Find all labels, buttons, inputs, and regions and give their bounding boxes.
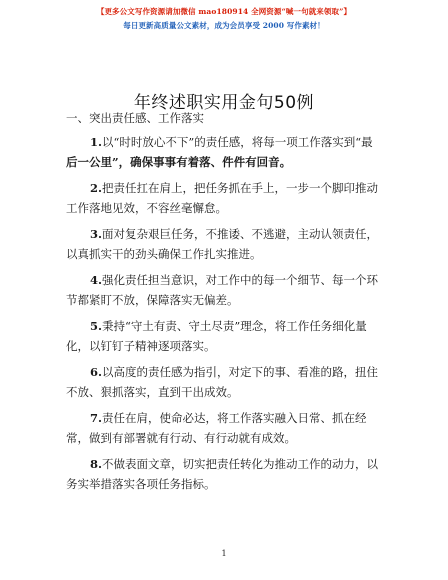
paragraph-line (66, 270, 396, 290)
promo-banner-line2: 每日更新高质量公文素材，成为会员享受 2000 写作素材！ (123, 21, 325, 30)
item-number: 4. (90, 273, 103, 287)
paragraph-8 (66, 454, 396, 494)
item-number: 6. (90, 365, 103, 379)
promo-banner-line1: 【更多公文写作资源请加微信 mao180914 全网资源“喊一句就来领取”】 (96, 7, 352, 16)
emphasis-text: ，确保事事有着落、件件有回音。 (118, 155, 292, 169)
paragraph-text: 节都紧盯不放，保障落实无偏差。 (66, 293, 239, 307)
paragraph-line (66, 316, 396, 336)
paragraph-text: 常，做到有部署就有行动、有行动就有成效。 (66, 431, 296, 445)
paragraph-7 (66, 408, 396, 448)
emphasis-text: 后一公里” (66, 155, 119, 169)
paragraph-6 (66, 362, 396, 402)
paragraph-text: 务实举措落实各项任务指标。 (66, 477, 216, 491)
paragraph-1 (66, 132, 396, 172)
paragraph-text: 强化责任担当意识，对工作中的每一个细节、每一个环 (102, 273, 379, 287)
paragraph-4 (66, 270, 396, 310)
paragraph-text: 不做表面文章，切实把责任转化为推动工作的动力，以 (102, 457, 379, 471)
paragraph-line (66, 454, 396, 474)
paragraph-text: 把责任扛在肩上，把任务抓在手上，一步一个脚印推动 (102, 181, 379, 195)
document-title: 年终述职实用金句50例 (133, 93, 315, 113)
paragraph-text: 工作落地见效，不容丝毫懈怠。 (66, 201, 227, 215)
paragraph-text: 化，以钉钉子精神逐项落实。 (66, 339, 216, 353)
paragraph-line (66, 178, 396, 198)
paragraph-text: 以高度的责任感为指引，对定下的事、看准的路，扭住 (102, 365, 379, 379)
paragraph-text: 以“时时放心不下”的责任感，将每一项工作落实到“最 (102, 135, 373, 149)
paragraph-3 (66, 224, 396, 264)
item-number: 3. (90, 227, 103, 241)
paragraph-line (66, 408, 396, 428)
paragraph-line (66, 224, 396, 244)
item-number: 8. (90, 457, 103, 471)
paragraph-5 (66, 316, 396, 356)
paragraph-line (66, 132, 396, 152)
item-number: 7. (90, 411, 103, 425)
paragraph-text: 责任在肩，使命必达，将工作落实融入日常、抓在经 (102, 411, 367, 425)
paragraph-line (66, 152, 396, 172)
item-number: 2. (90, 181, 103, 195)
paragraph-2 (66, 178, 396, 218)
paragraph-text: 以真抓实干的劲头确保工作扎实推进。 (66, 247, 262, 261)
item-number: 1. (90, 135, 103, 149)
paragraph-text: 面对复杂艰巨任务，不推诿、不逃避，主动认领责任， (102, 227, 379, 241)
item-number: 5. (90, 319, 103, 333)
paragraph-text: 秉持“守土有责、守土尽责”理念，将工作任务细化量 (102, 319, 367, 333)
page-number: 1 (221, 549, 227, 558)
section-heading: 一、突出责任感、工作落实 (66, 111, 204, 125)
paragraph-line (66, 362, 396, 382)
paragraph-text: 不放、狠抓落实，直到干出成效。 (66, 385, 239, 399)
